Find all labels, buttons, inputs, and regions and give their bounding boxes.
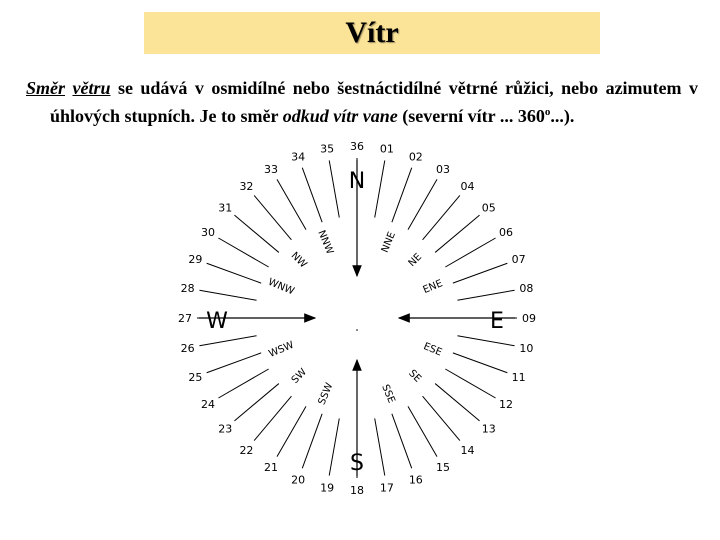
ray-16: [392, 414, 412, 469]
ray-14: [423, 396, 460, 440]
tick-label-07: 07: [511, 253, 526, 267]
intercardinal-NNE: NNE: [379, 230, 398, 255]
intercardinal-ESE: ESE: [421, 341, 444, 359]
term-smer[interactable]: Směr: [26, 78, 66, 98]
ray-04: [423, 195, 460, 239]
tick-label-32: 32: [239, 180, 254, 194]
tick-label-10: 10: [519, 341, 534, 355]
tick-label-08: 08: [519, 282, 534, 296]
tick-label-19: 19: [320, 481, 335, 495]
tick-label-03: 03: [436, 163, 450, 177]
ray-17: [375, 418, 385, 475]
text-emphasis: odkud vítr vane: [282, 106, 398, 126]
intercardinal-NNW: NNW: [315, 228, 335, 257]
tick-label-14: 14: [460, 443, 475, 457]
tick-label-11: 11: [511, 370, 526, 384]
cardinal-E: E: [490, 309, 504, 334]
ray-34: [302, 168, 322, 223]
tick-label-18: 18: [350, 484, 364, 497]
ray-02: [392, 168, 412, 223]
ray-35: [329, 160, 339, 217]
intercardinal-WSW: WSW: [267, 339, 296, 360]
tick-label-30: 30: [201, 226, 216, 239]
intercardinal-SSW: SSW: [316, 381, 336, 407]
ray-24: [218, 369, 268, 398]
ray-01: [375, 160, 385, 217]
ray-29: [207, 263, 262, 283]
center-dot: [356, 329, 358, 331]
ray-26: [199, 336, 256, 346]
ray-23: [234, 384, 278, 421]
tick-label-09: 09: [522, 312, 536, 325]
text-part3: ...).: [550, 106, 575, 126]
tick-label-01: 01: [379, 142, 394, 156]
tick-label-21: 21: [264, 460, 278, 474]
ray-06: [445, 238, 495, 267]
intercardinal-SW: SW: [289, 366, 310, 386]
intercardinal-NW: NW: [288, 250, 309, 271]
ray-22: [254, 396, 291, 440]
intercardinal-SSE: SSE: [379, 383, 397, 405]
ray-12: [445, 369, 495, 398]
tick-label-26: 26: [180, 341, 195, 355]
cardinal-S: S: [350, 451, 364, 476]
ray-31: [234, 215, 278, 252]
cardinal-W: W: [206, 309, 228, 334]
tick-label-06: 06: [498, 226, 513, 239]
tick-label-13: 13: [481, 422, 496, 436]
ray-13: [435, 384, 479, 421]
tick-label-31: 31: [218, 201, 233, 215]
tick-label-05: 05: [481, 201, 496, 215]
ray-11: [453, 353, 508, 373]
ray-15: [408, 406, 437, 456]
page-title: Vítr: [345, 16, 399, 49]
tick-label-23: 23: [218, 422, 233, 436]
ray-07: [453, 263, 508, 283]
tick-label-15: 15: [436, 460, 450, 474]
text-part2: (severní vítr ... 360: [397, 106, 545, 126]
tick-label-35: 35: [320, 142, 335, 156]
tick-label-25: 25: [188, 370, 203, 384]
tick-label-02: 02: [408, 150, 423, 164]
intercardinal-NE: NE: [406, 251, 425, 270]
ray-08: [457, 290, 514, 300]
intercardinal-WNW: WNW: [266, 276, 296, 298]
ray-19: [329, 418, 339, 475]
intercardinal-ENE: ENE: [421, 278, 445, 297]
tick-label-20: 20: [291, 473, 306, 487]
ray-30: [218, 238, 268, 267]
tick-label-29: 29: [188, 253, 203, 267]
cardinal-N: N: [348, 169, 366, 194]
ray-21: [277, 406, 306, 456]
ray-33: [277, 179, 306, 229]
ray-03: [408, 179, 437, 229]
ray-20: [302, 414, 322, 469]
tick-label-04: 04: [460, 180, 475, 194]
tick-label-22: 22: [239, 443, 254, 457]
ray-10: [457, 336, 514, 346]
ray-05: [435, 215, 479, 252]
tick-label-12: 12: [498, 398, 513, 411]
tick-label-24: 24: [201, 398, 216, 411]
ray-32: [254, 195, 291, 239]
tick-label-17: 17: [379, 481, 394, 495]
tick-label-33: 33: [264, 163, 278, 177]
tick-label-36: 36: [350, 140, 364, 153]
tick-label-28: 28: [180, 282, 195, 296]
intercardinal-SE: SE: [406, 367, 423, 385]
tick-label-16: 16: [408, 473, 423, 487]
ray-25: [207, 353, 262, 373]
tick-label-34: 34: [291, 150, 306, 164]
degree-sup: o: [544, 106, 551, 118]
ray-28: [199, 290, 256, 300]
term-vetru[interactable]: větru: [72, 78, 111, 98]
tick-label-27: 27: [178, 312, 192, 325]
text-part1: se udává v osmidílné nebo šestnáctidílné větrné růžici, nebo azimutem v úhlových stupních. Je to směr: [50, 78, 699, 126]
